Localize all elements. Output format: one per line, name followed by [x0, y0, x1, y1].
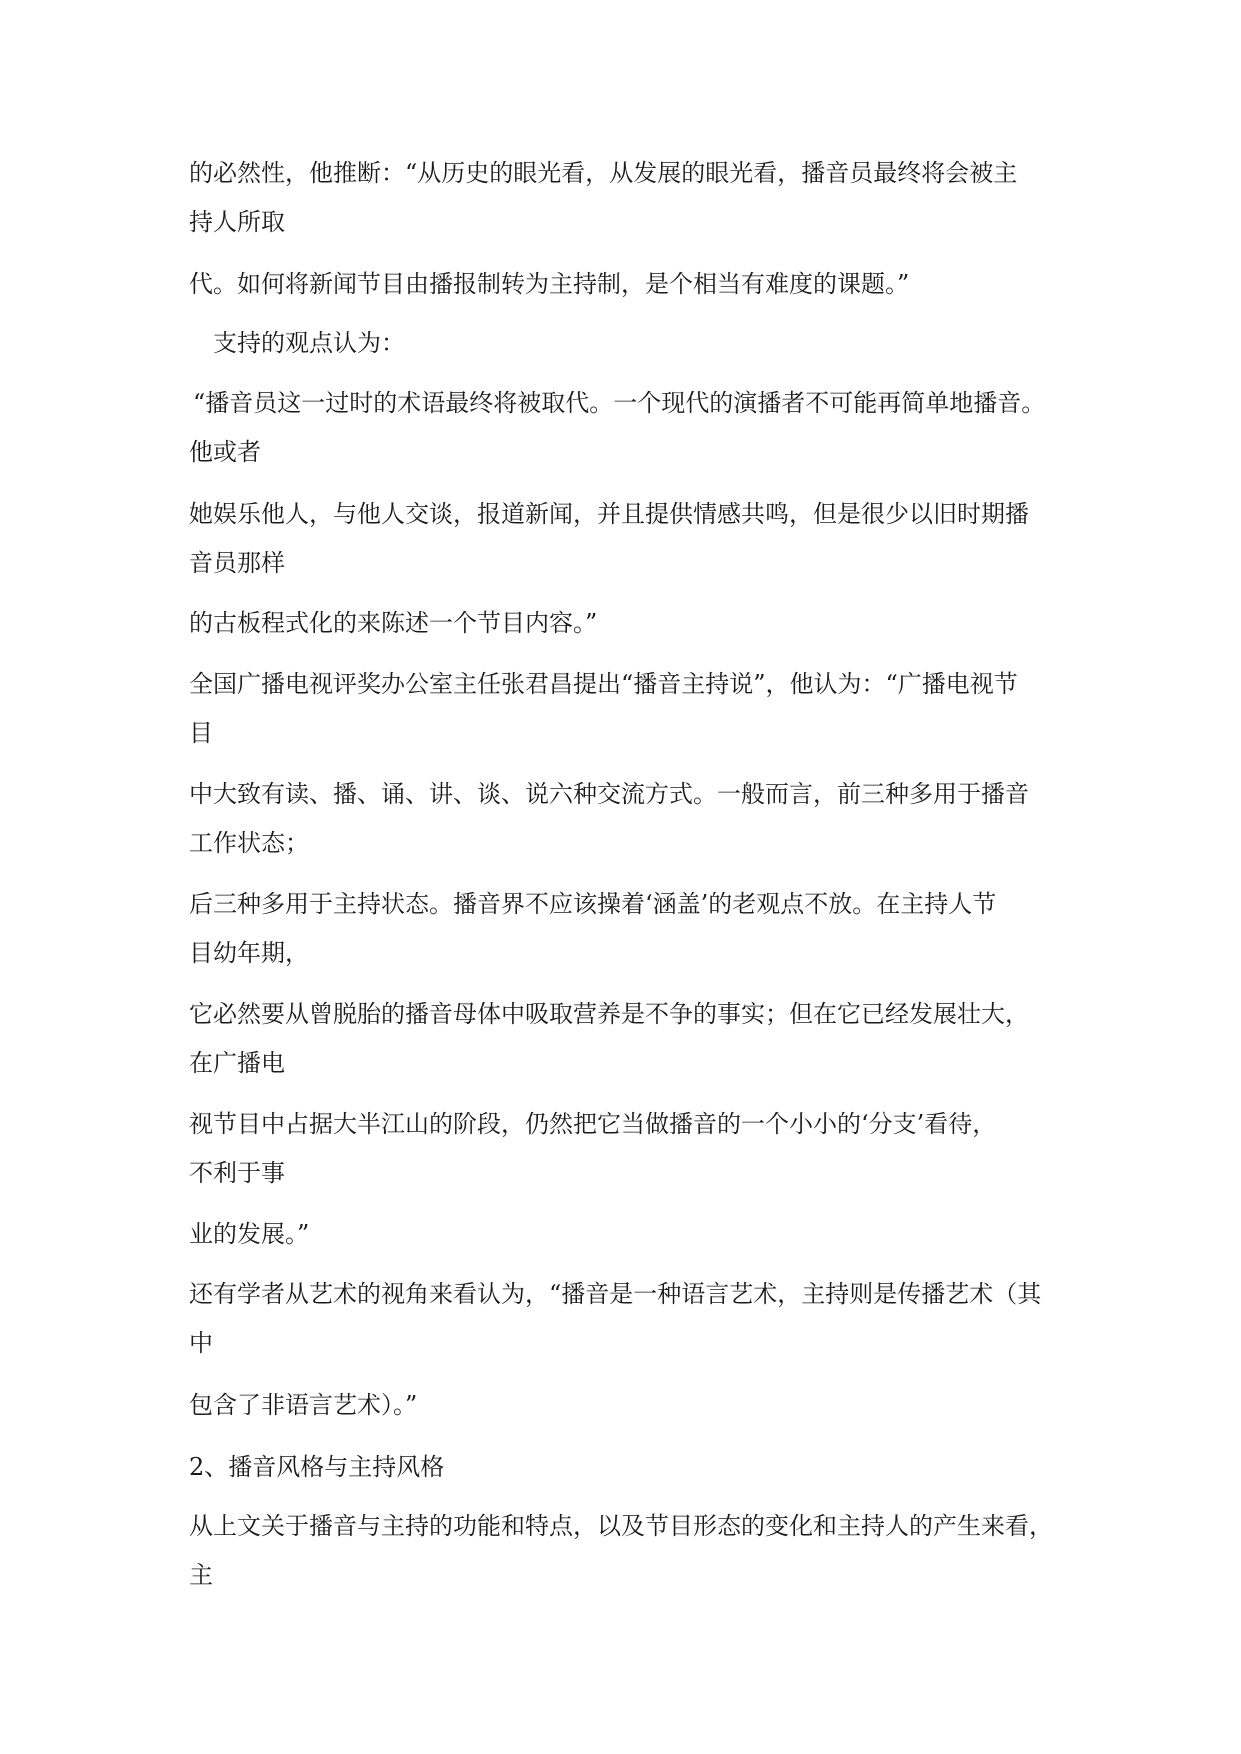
text-line: 视节目中占据大半江山的阶段，仍然把它当做播音的一个小小的‘分支’看待， [189, 1110, 997, 1138]
text-line: 的古板程式化的来陈述一个节目内容。” [189, 609, 598, 637]
text-line: “播音员这一过时的术语最终将被取代。一个现代的演播者不可能再简单地播音。 [193, 389, 1046, 417]
section-heading: 2、播音风格与主持风格 [189, 1453, 445, 1481]
text-line: 他或者 [189, 438, 261, 466]
text-line: 音员那样 [189, 549, 285, 577]
text-line: 业的发展。” [189, 1220, 310, 1248]
text-line: 包含了非语言艺术）。” [189, 1391, 418, 1419]
text-line: 全国广播电视评奖办公室主任张君昌提出“播音主持说”，他认为：“广播电视节 [189, 670, 1018, 698]
text-line: 它必然要从曾脱胎的播音母体中吸取营养是不争的事实；但在它已经发展壮大， [189, 1000, 1029, 1028]
text-line: 在广播电 [189, 1049, 285, 1077]
text-line: 代。如何将新闻节目由播报制转为主持制，是个相当有难度的课题。” [189, 270, 910, 298]
text-line: 从上文关于播音与主持的功能和特点，以及节目形态的变化和主持人的产生来看， [189, 1512, 1053, 1540]
text-line: 持人所取 [189, 208, 285, 236]
text-line: 的必然性，他推断：“从历史的眼光看，从发展的眼光看，播音员最终将会被主 [189, 159, 1018, 187]
text-line: 支持的观点认为： [213, 329, 405, 357]
text-line: 主 [189, 1561, 213, 1589]
text-line: 目幼年期， [189, 939, 309, 967]
text-line: 中大致有读、播、诵、讲、谈、说六种交流方式。一般而言，前三种多用于播音 [189, 780, 1029, 808]
text-line: 工作状态； [189, 829, 309, 857]
text-line: 不利于事 [189, 1159, 285, 1187]
text-line: 还有学者从艺术的视角来看认为，“播音是一种语言艺术，主持则是传播艺术（其 [189, 1280, 1042, 1308]
text-line: 目 [189, 719, 213, 747]
text-line: 后三种多用于主持状态。播音界不应该操着‘涵盖’的老观点不放。在主持人节 [189, 890, 997, 918]
text-line: 她娱乐他人，与他人交谈，报道新闻，并且提供情感共鸣，但是很少以旧时期播 [189, 500, 1029, 528]
text-line: 中 [189, 1329, 213, 1357]
